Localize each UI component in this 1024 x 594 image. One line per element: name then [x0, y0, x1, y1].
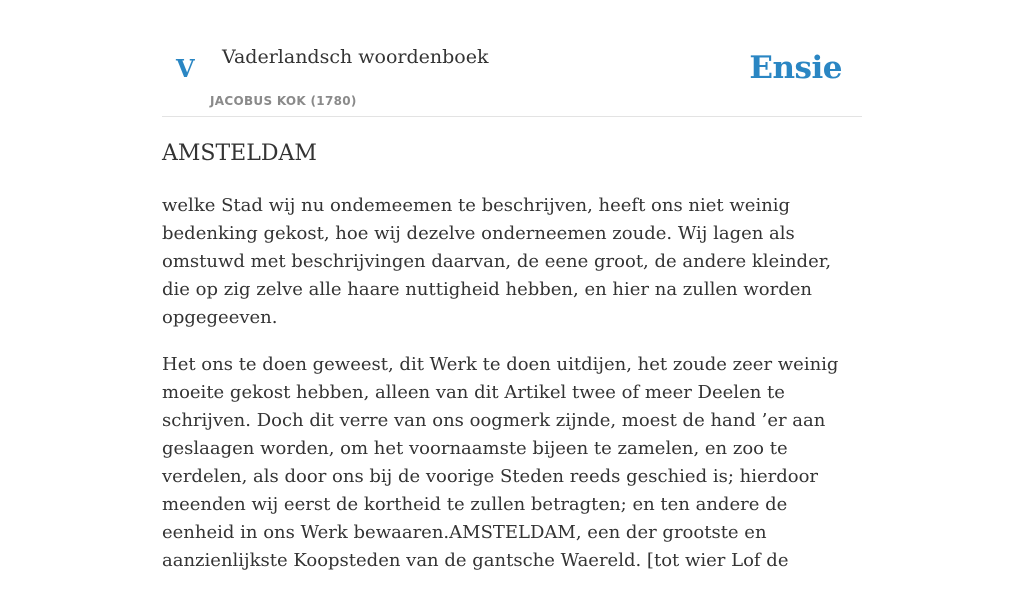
- paragraph: welke Stad wij nu ondemeemen te beschrijven, heeft ons niet weinig bedenking gekost, hoe wij dezelve onderneemen zoude. Wij lagen als omstuwd met beschrijvingen daarvan, de eene groot, de andere kleinder, die op zig zelve alle haare nuttigheid hebben, en hier na zullen worden opgegeeven.: [162, 195, 832, 328]
- book-title-link[interactable]: Vaderlandsch woordenboek: [222, 46, 489, 68]
- paragraph: Het ons te doen geweest, dit Werk te doen uitdijen, het zoude zeer weinig moeite gekost hebben, alleen van dit Artikel twee of meer Deelen te schrijven. Doch dit verre van ons oogmerk zijnde, moest de hand ’er aan geslaagen worden, om het voornaamste bijeen te zamelen, en zoo te verdelen, als door ons bij de voorige Steden reeds geschied is; hierdoor meenden wij eerst de kortheid te zullen betragten; en ten andere de eenheid in ons Werk bewaaren.AMSTELDAM, een der grootste en aanzienlijkste Koopsteden van de gantsche Waereld. [tot wier Lof de: [162, 354, 839, 571]
- entry-content: [162, 192, 862, 594]
- book-initial-logo[interactable]: V: [176, 54, 195, 83]
- ensie-logo[interactable]: Ensie: [749, 50, 842, 86]
- header: [162, 0, 862, 117]
- entry-title: AMSTELDAM: [162, 141, 317, 166]
- book-author: JACOBUS KOK (1780): [210, 94, 357, 108]
